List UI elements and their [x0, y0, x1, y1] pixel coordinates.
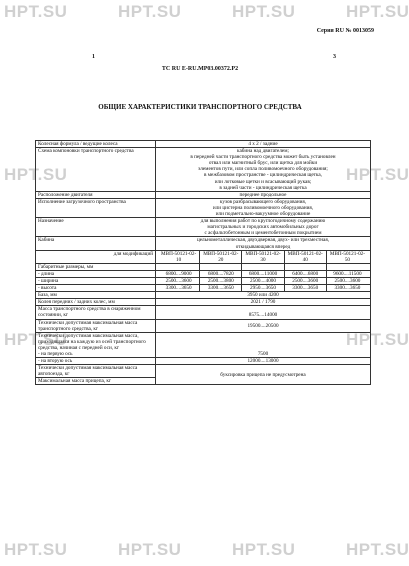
length-value: 6800....7820	[199, 271, 241, 277]
width-value: 2500....3600	[284, 278, 326, 284]
dims-blank	[156, 263, 371, 270]
table-row	[36, 263, 371, 270]
width-value: 2500....3800	[199, 278, 241, 284]
watermark: HPT.SU	[4, 330, 68, 349]
watermark: HPT.SU	[346, 330, 409, 349]
dims-label: Габаритные размеры, мм	[36, 263, 156, 270]
modification-name: МВП-50121-02-10	[161, 250, 197, 263]
table-row	[36, 191, 371, 198]
cargo-line: или подметально-вакуумное оборудование	[215, 211, 311, 218]
table-row	[36, 237, 371, 250]
spec-table	[35, 140, 371, 385]
axle-mass-text: Технически допустимая максимальная масса, приходящаяся на каждую из осей транспортного средства, начиная с передней оси, кг	[38, 332, 146, 351]
width-value: 2500....3600	[326, 278, 368, 284]
height-value: 3300....3650	[199, 285, 241, 291]
max-mass-label: Технически допустимая максимальная масса транспортного средства, кг	[36, 319, 156, 332]
cargo-value	[156, 198, 371, 217]
layout-line: в задней части - цилиндрическая щетка	[219, 184, 307, 191]
height-value: 2950....3650	[241, 285, 283, 291]
length-value: 6800....9000	[165, 270, 192, 277]
cab-value	[156, 237, 371, 250]
watermark: HPT.SU	[118, 2, 182, 21]
table-row	[36, 198, 371, 217]
max-mass-value: 19500....20500	[156, 319, 371, 332]
cab-line: откидывающаяся вперед	[235, 243, 291, 250]
table-row	[36, 141, 371, 148]
table-row	[36, 299, 371, 306]
table-row	[36, 292, 371, 299]
wheel-formula-label: Колесная формула / ведущие колеса	[36, 141, 156, 148]
cab-label: Кабина	[36, 237, 156, 250]
layout-line: в межбазовом пространстве - цилиндрическая щетка,	[204, 172, 322, 179]
purpose-value	[156, 218, 371, 237]
base-value: 3950 или 4200	[156, 292, 371, 299]
watermark: HPT.SU	[346, 540, 409, 559]
watermark: HPT.SU	[4, 540, 68, 559]
modifications-row	[156, 250, 371, 263]
length-row	[156, 270, 371, 277]
table-row	[36, 358, 371, 365]
purpose-line: магистральных и городских автомобильных дорог	[207, 224, 319, 231]
layout-line: или лотковые щетки и всасывающий рукав;	[214, 178, 312, 185]
table-row	[36, 285, 371, 292]
cargo-line: кузов разбрасывающего оборудования,	[219, 198, 307, 205]
modification-name: МВП-50121-02-40	[284, 251, 326, 263]
watermark: HPT.SU	[346, 165, 409, 184]
width-row	[156, 277, 371, 284]
layout-line: кабина над двигателем;	[237, 148, 289, 155]
length-value: 9600....11500	[326, 271, 368, 277]
axle-mass-label	[36, 332, 156, 357]
axle1-label: - на первую ось	[38, 351, 73, 357]
table-row	[36, 250, 371, 263]
watermark: HPT.SU	[232, 540, 296, 559]
wheel-formula-value: 4 х 2 / задние	[156, 141, 371, 148]
curb-mass-value: 8575....14000	[156, 306, 371, 319]
purpose-line: для выполнения работ по круглогодичному содержанию	[200, 218, 326, 225]
engine-location-value: переднее продольное	[156, 191, 371, 198]
engine-location-label: Расположение двигателя	[36, 191, 156, 198]
length-value: 6800....11000	[241, 271, 283, 277]
height-value: 3300....3650	[284, 285, 326, 291]
document-number: ТС RU E-RU.МР03.00372.Р2	[161, 66, 239, 72]
watermark: HPT.SU	[118, 540, 182, 559]
trailer-mass-label: Максимальная масса прицепа, кг	[36, 378, 156, 385]
train-mass-value: буксировка прицепа не предусмотрена	[156, 365, 371, 385]
width-label: - ширина	[36, 277, 156, 284]
modification-name: МВП-50121-02-30	[241, 251, 283, 263]
table-row	[36, 218, 371, 237]
track-label: Колея передних / задних колес, мм	[36, 299, 156, 306]
watermark: HPT.SU	[232, 2, 296, 21]
layout-label: Схема компоновки транспортного средства	[36, 148, 156, 192]
length-value: 6400....6800	[284, 271, 326, 277]
height-label: - высота	[36, 285, 156, 292]
train-mass-label: Технически допустимая максимальная масса автопоезда, кг	[36, 365, 156, 378]
axle1-value: 7500	[156, 332, 371, 357]
page-number-right: 3	[333, 54, 336, 60]
table-row	[36, 277, 371, 284]
table-row	[36, 148, 371, 192]
layout-value	[156, 148, 371, 192]
watermark: HPT.SU	[346, 2, 409, 21]
track-value: 2021 / 1790	[156, 299, 371, 306]
curb-mass-label: Масса транспортного средства в снаряженном состоянии, кг	[36, 306, 156, 319]
cargo-label: Исполнение загрузочного пространства	[36, 198, 156, 217]
axle2-label: - на вторую ось	[36, 358, 156, 365]
axle2-value: 12000....13000	[156, 358, 371, 365]
layout-line: в передней части транспортного средства может быть установлен	[190, 154, 336, 161]
height-value: 3300....3650	[326, 285, 368, 291]
width-value: 2500....3600	[165, 277, 192, 284]
table-row	[36, 270, 371, 277]
purpose-line: с асфальтобетонным и цементобетонным покрытием	[204, 230, 322, 237]
page-number-left: 1	[92, 54, 95, 60]
width-value: 2500....4000	[241, 278, 283, 284]
height-value: 3300....3650	[165, 285, 192, 292]
base-label: База, мм	[36, 292, 156, 299]
cab-line: цельнометаллическая, двухдверная, двух- или трехместная,	[196, 237, 330, 244]
watermark: HPT.SU	[4, 165, 68, 184]
length-label: - длина	[36, 270, 156, 277]
purpose-label: Назначение	[36, 218, 156, 237]
table-row	[36, 306, 371, 319]
serial-number: Серия RU № 0013059	[316, 28, 374, 34]
layout-line: элементов пути, или сопла поливомоечного оборудования;	[198, 166, 328, 173]
modifications-label: для модификаций	[36, 250, 156, 263]
watermark: HPT.SU	[4, 2, 68, 21]
table-row	[36, 332, 371, 357]
modification-name: МВП-50121-02-50	[326, 251, 368, 263]
table-row	[36, 319, 371, 332]
table-row	[36, 365, 371, 378]
cargo-line: или цистерна поливомоечного оборудования,	[212, 204, 314, 211]
page-title: ОБЩИЕ ХАРАКТЕРИСТИКИ ТРАНСПОРТНОГО СРЕДСТВА	[98, 103, 302, 111]
modification-name: МВП-50121-02-20	[199, 251, 241, 263]
height-row	[156, 285, 371, 292]
layout-line: отвал или магнитный брус, или щетка для мойки	[208, 160, 318, 167]
